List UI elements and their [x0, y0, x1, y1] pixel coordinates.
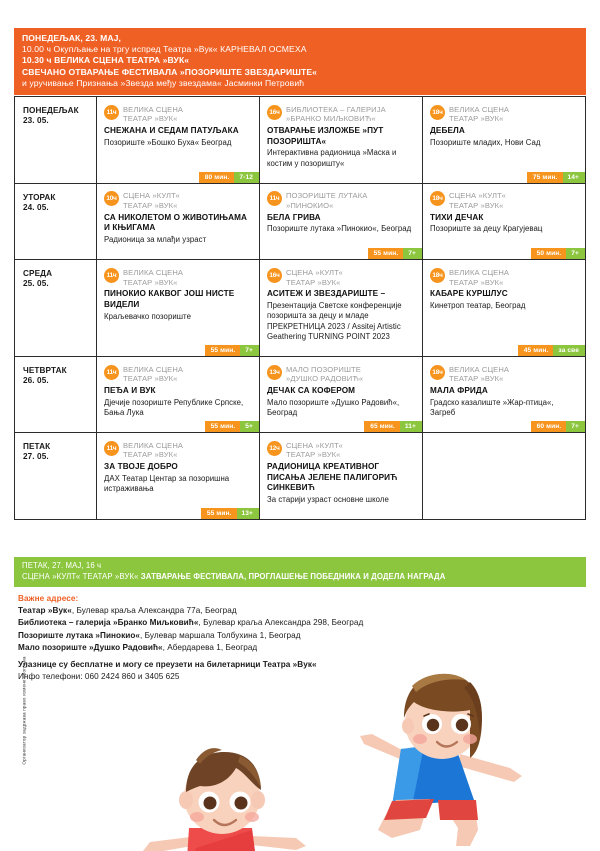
address-line [18, 642, 538, 654]
event-tags [205, 345, 259, 356]
event-time-badge: 11ч [104, 441, 119, 456]
event-title: МАЛА ФРИДА [430, 386, 488, 395]
venue-line [104, 104, 252, 124]
event-time-badge: 18ч [430, 365, 445, 380]
venue-line-2: ТЕАТАР »ВУК« [449, 201, 504, 211]
event-time-badge: 18ч [430, 268, 445, 283]
addresses-list [18, 605, 538, 654]
venue-line-2: ТЕАТАР »ВУК« [123, 114, 178, 124]
venue-line [267, 364, 415, 384]
venue-name [449, 104, 509, 124]
age-badge: 7+ [566, 248, 585, 259]
venue-line [430, 267, 578, 287]
schedule-row [15, 260, 585, 357]
address-line [18, 605, 538, 617]
event-description: Градско казалиште »Жар-птица«, Загреб [430, 397, 554, 417]
venue-line [104, 364, 252, 384]
event-time-badge: 16ч [267, 268, 282, 283]
event-tags [205, 421, 259, 432]
event-description: Позориште за децу Крагујевац [430, 224, 543, 234]
event-title: ПЕЂА И ВУК [104, 386, 156, 395]
event-time-badge: 12ч [267, 441, 282, 456]
venue-line [267, 267, 415, 287]
venue-line [430, 191, 578, 211]
header-banner [14, 28, 586, 95]
events-wrapper [97, 433, 585, 519]
age-badge: 14+ [563, 172, 586, 183]
event-cell[interactable] [260, 260, 423, 356]
venue-line [104, 440, 252, 460]
venue-line-2: ТЕАТАР »ВУК« [286, 277, 341, 287]
address-venue-name: Позориште лутака »Пинокио« [18, 630, 140, 640]
event-title: БЕЛА ГРИВА [267, 212, 321, 222]
venue-line-1: СЦЕНА »КУЛТ« [286, 267, 343, 277]
venue-name [449, 364, 509, 384]
duration-badge: 55 мин. [205, 345, 241, 356]
duration-badge: 45 мин. [518, 345, 554, 356]
event-tags [364, 421, 422, 432]
address-street: , Булевар краља Александра 77а, Београд [71, 606, 237, 615]
venue-line [104, 267, 252, 287]
events-wrapper [97, 260, 585, 356]
venue-name [123, 267, 183, 287]
venue-line-1: СЦЕНА »КУЛТ« [286, 440, 343, 450]
venue-line-1: ВЕЛИКА СЦЕНА [123, 364, 184, 374]
day-cell [15, 184, 97, 260]
venue-line [430, 364, 578, 384]
schedule-row [15, 357, 585, 433]
venue-line-1: ВЕЛИКА СЦЕНА [449, 267, 510, 277]
venue-name [286, 267, 343, 287]
closing-highlight: ЗАТВАРАЊЕ ФЕСТИВАЛА, ПРОГЛАШЕЊЕ ПОБЕДНИКА И ДОДЕЛА НАГРАДА [140, 571, 446, 581]
age-badge: 13+ [237, 508, 260, 519]
venue-line-2: ТЕАТАР »ВУК« [449, 114, 504, 124]
events-wrapper [97, 357, 585, 432]
event-title: АСИТЕЖ И ЗВЕЗДАРИШТЕ – [267, 289, 386, 299]
event-description: Позориште младих, Нови Сад [430, 137, 541, 147]
day-cell [15, 433, 97, 519]
event-title: СА НИКОЛЕТОМ О ЖИВОТИЊАМА И КЊИГАМА [104, 212, 248, 233]
event-cell[interactable] [423, 184, 585, 260]
venue-line-1: СЦЕНА »КУЛТ« [449, 191, 506, 201]
duration-badge: 55 мин. [205, 421, 241, 432]
event-time-badge: 11ч [104, 268, 119, 283]
day-date: 27. 05. [23, 452, 49, 462]
venue-name [286, 191, 367, 211]
event-time-badge: 11ч [104, 105, 119, 120]
event-cell[interactable] [97, 184, 260, 260]
event-description: Дјечије позориште Републике Српске, Бања Лука [104, 397, 244, 417]
event-cell-empty [423, 433, 585, 519]
banner-line-4: СВЕЧАНО ОТВАРАЊЕ ФЕСТИВАЛА »ПОЗОРИШТЕ ЗВЕЗДАРИШТЕ« [22, 66, 318, 77]
closing-line-1: ПЕТАК, 27. МАЈ, 16 ч [22, 561, 102, 570]
day-date: 24. 05. [23, 202, 49, 212]
venue-name [286, 104, 386, 124]
venue-line-1: ПОЗОРИШТЕ ЛУТАКА [286, 191, 368, 201]
duration-badge: 65 мин. [364, 421, 400, 432]
venue-line-1: ВЕЛИКА СЦЕНА [123, 104, 184, 114]
event-description: Кинетроп театар, Београд [430, 300, 526, 310]
venue-line-2: »БРАНКО МИЉКОВИЋ« [286, 114, 376, 124]
day-name: ПОНЕДЕЉАК [23, 106, 79, 115]
running-boy-illustration [143, 748, 306, 851]
day-cell [15, 260, 97, 356]
venue-line-2: ТЕАТАР »ВУК« [123, 374, 178, 384]
age-badge: 7+ [240, 345, 259, 356]
event-description: Позориште »Бошко Буха« Београд [104, 137, 232, 147]
events-wrapper [97, 184, 585, 260]
event-cell[interactable] [423, 97, 585, 183]
duration-badge: 55 мин. [201, 508, 237, 519]
closing-line-2 [22, 572, 578, 583]
age-badge: 11+ [400, 421, 422, 432]
event-time-badge: 10ч [104, 191, 119, 206]
event-tags [368, 248, 422, 259]
event-title: ТИХИ ДЕЧАК [430, 212, 484, 222]
address-venue-name: Театар »Вук« [18, 606, 72, 615]
schedule-row [15, 97, 585, 184]
addresses-title: Важне адресе: [18, 594, 79, 603]
day-date: 26. 05. [23, 376, 49, 386]
venue-line-2: ТЕАТАР »ВУК« [123, 450, 178, 460]
venue-line [267, 191, 415, 211]
day-date: 25. 05. [23, 279, 49, 289]
event-description: Краљевачко позориште [104, 311, 191, 321]
age-badge: 5+ [240, 421, 259, 432]
venue-line-2: ТЕАТАР »ВУК« [449, 277, 504, 287]
event-description: Мало позориште »Душко Радовић«, Београд [267, 397, 400, 417]
day-name: ЧЕТВРТАК [23, 366, 67, 376]
venue-line-2: »ДУШКО РАДОВИЋ« [286, 374, 364, 384]
event-cell[interactable] [260, 97, 423, 183]
event-description: Позориште лутака »Пинокио«, Београд [267, 224, 412, 234]
event-time-badge: 11ч [267, 191, 282, 206]
closing-ceremony-bar [14, 557, 586, 587]
duration-badge: 75 мин. [527, 172, 563, 183]
age-badge: 7-12 [234, 172, 259, 183]
event-tags [199, 172, 259, 183]
event-cell[interactable] [423, 357, 585, 432]
schedule-table [14, 96, 586, 520]
day-name: ПЕТАК [23, 442, 51, 452]
event-tags [527, 172, 585, 183]
event-description: ДАХ Театар Центар за позоришна истраживања [104, 473, 230, 494]
address-line [18, 630, 538, 642]
venue-name [449, 191, 506, 211]
event-tags [201, 508, 259, 519]
event-time-badge: 11ч [104, 365, 119, 380]
vertical-credit-text: Организатор задржава право измене програма [21, 656, 27, 765]
event-time-badge: 13ч [267, 365, 282, 380]
day-cell [15, 357, 97, 432]
event-cell[interactable] [260, 357, 423, 432]
tickets-line-2: Инфо телефони: 060 2424 860 и 3405 625 [18, 671, 180, 681]
address-venue-name: Библиотека – галерија »Бранко Миљковић« [18, 618, 199, 628]
venue-line [430, 104, 578, 124]
event-cell[interactable] [423, 260, 585, 356]
venue-name [286, 364, 363, 384]
address-street: , Булевар маршала Толбухина 1, Београд [139, 630, 301, 640]
event-description: Презентација Светске конференције позоришта за децу и младе ПРЕКРЕТНИЦА 2023 / Assitej Artistic Geathering TURNING POINT 2023 [267, 300, 402, 341]
tickets-line-1: Улазнице су бесплатне и могу се преузети на билетарници Театра »Вук« [18, 660, 317, 669]
schedule-row [15, 184, 585, 261]
event-title: СНЕЖАНА И СЕДАМ ПАТУЉАКА [104, 125, 239, 135]
venue-line [267, 440, 415, 460]
event-title: ОТВАРАЊЕ ИЗЛОЖБЕ »ПУТ ПОЗОРИШТА« [267, 125, 384, 146]
event-description: Радионица за млађи узраст [104, 235, 207, 245]
event-time-badge: 18ч [430, 105, 445, 120]
banner-line-1: ПОНЕДЕЉАК, 23. МАЈ, [22, 33, 122, 43]
venue-name [449, 267, 509, 287]
age-badge: 7+ [403, 248, 422, 259]
venue-line-2: ТЕАТАР »ВУК« [286, 450, 341, 460]
venue-line-1: ВЕЛИКА СЦЕНА [449, 104, 510, 114]
jumping-girl-illustration [360, 674, 522, 846]
venue-line-2: ТЕАТАР »ВУК« [123, 277, 178, 287]
event-time-badge: 18ч [430, 191, 445, 206]
event-cell[interactable] [97, 97, 260, 183]
venue-line-1: ВЕЛИКА СЦЕНА [449, 364, 510, 374]
day-name: СРЕДА [23, 269, 53, 279]
venue-line-1: ВЕЛИКА СЦЕНА [123, 440, 184, 450]
age-badge: 7+ [566, 421, 585, 432]
event-tags [531, 248, 585, 259]
addresses-block [18, 594, 538, 654]
event-title: КАБАРЕ КУРШЛУС [430, 289, 508, 299]
venue-line-1: МАЛО ПОЗОРИШТЕ [286, 364, 361, 374]
event-title: ПИНОКИО КАКВОГ ЈОШ НИСТЕ ВИДЕЛИ [104, 289, 235, 309]
event-title: ЗА ТВОЈЕ ДОБРО [104, 462, 178, 472]
venue-line-2: »ПИНОКИО« [286, 201, 334, 211]
day-date: 23. 05. [23, 116, 49, 126]
venue-line-1: ВЕЛИКА СЦЕНА [123, 267, 184, 277]
venue-line-1: БИБЛИОТЕКА – ГАЛЕРИЈА [286, 104, 386, 114]
event-tags [531, 421, 585, 432]
venue-name [123, 191, 180, 211]
venue-line-1: СЦЕНА »КУЛТ« [123, 191, 180, 201]
venue-line-2: ТЕАТАР »ВУК« [449, 374, 504, 384]
address-line [18, 617, 538, 629]
schedule-row [15, 433, 585, 519]
venue-name [123, 440, 183, 460]
banner-line-5: и уручивање Признања »Звезда међу звездама« Јасминки Петровић [22, 77, 305, 88]
banner-line-2: 10.00 ч Окупљање на тргу испред Театра »Вук« КАРНЕВАЛ ОСМЕХА [22, 44, 307, 55]
venue-name [123, 104, 183, 124]
event-cell[interactable] [260, 184, 423, 260]
closing-venue: СЦЕНА »КУЛТ« ТЕАТАР »ВУК« [22, 571, 141, 581]
event-description: За старији узраст основне школе [267, 495, 389, 505]
event-title: ДЕБЕЛА [430, 125, 465, 135]
day-cell [15, 97, 97, 183]
address-venue-name: Мало позориште »Душко Радовић« [18, 642, 163, 652]
venue-name [123, 364, 183, 384]
event-cell[interactable] [97, 433, 260, 519]
event-time-badge: 16ч [267, 105, 282, 120]
event-cell[interactable] [97, 260, 260, 356]
duration-badge: 50 мин. [531, 248, 567, 259]
illustration-svg [0, 660, 600, 851]
age-badge: за све [553, 345, 585, 356]
day-name: УТОРАК [23, 192, 56, 202]
banner-line-3: 10.30 ч ВЕЛИКА СЦЕНА ТЕАТРА »ВУК« [22, 55, 190, 66]
venue-line [267, 104, 415, 124]
event-cell[interactable] [97, 357, 260, 432]
events-wrapper [97, 97, 585, 183]
event-cell[interactable] [260, 433, 423, 519]
event-title: ДЕЧАК СА КОФЕРОМ [267, 386, 356, 395]
address-street: , Абердарева 1, Београд [162, 642, 258, 652]
venue-name [286, 440, 343, 460]
venue-line [104, 191, 252, 211]
event-description: Интерактивна радионица »Маска и костим у позоришту« [267, 148, 397, 168]
duration-badge: 60 мин. [531, 421, 567, 432]
event-tags [518, 345, 585, 356]
children-illustration [0, 660, 600, 851]
venue-line-2: ТЕАТАР »ВУК« [123, 201, 178, 211]
address-street: , Булевар краља Александра 298, Београд [198, 618, 364, 628]
duration-badge: 55 мин. [368, 248, 404, 259]
duration-badge: 80 мин. [199, 172, 235, 183]
event-title: РАДИОНИЦА КРЕАТИВНОГ ПИСАЊА ЈЕЛЕНЕ ПАЛИГОРИЋ СИНКЕВИЋ [267, 462, 398, 493]
